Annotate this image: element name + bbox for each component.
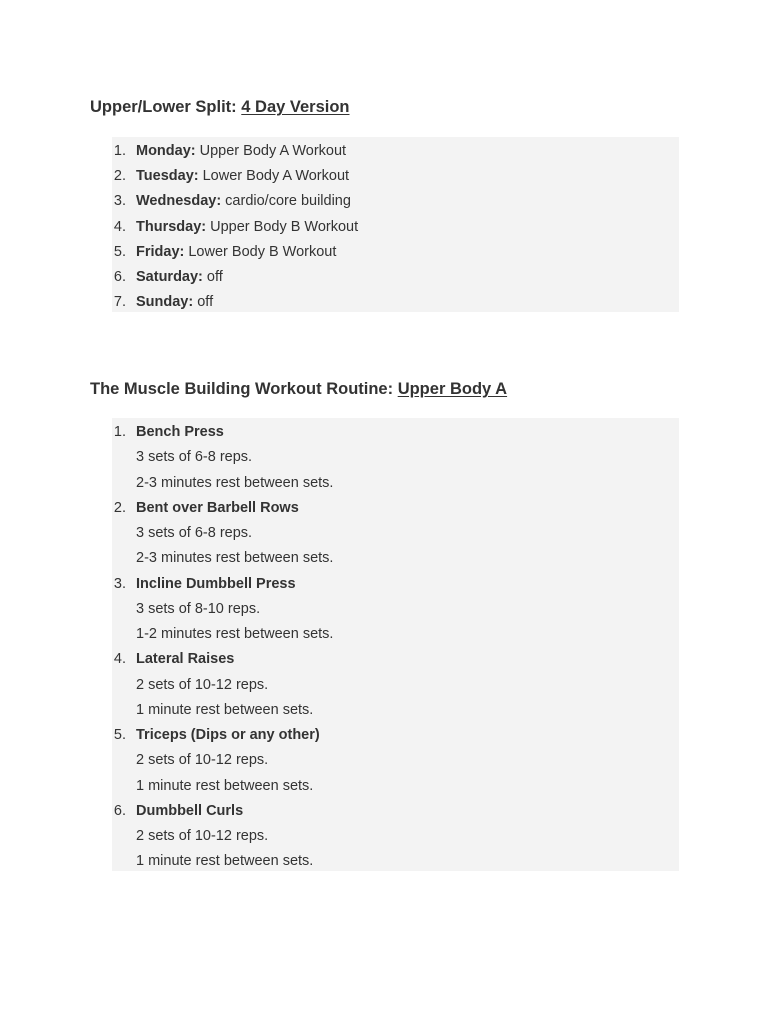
exercise-sets: 3 sets of 8-10 reps. (136, 600, 261, 617)
exercise-name: Bench Press (136, 424, 224, 440)
exercise-name: Incline Dumbbell Press (136, 575, 296, 592)
list-item (112, 240, 679, 265)
day-plan: Upper Body B Workout (206, 218, 359, 235)
list-number: 1. (113, 424, 126, 440)
exercise-name: Dumbbell Curls (136, 802, 244, 819)
day-plan: Upper Body A Workout (195, 143, 347, 159)
list-item (112, 139, 679, 164)
exercise-sets: 2 sets of 10-12 reps. (136, 828, 269, 844)
exercise-rest: 1-2 minutes rest between sets. (136, 626, 334, 642)
list-item (112, 290, 679, 315)
exercise-rest: 1 minute rest between sets. (136, 701, 314, 718)
list-item (112, 189, 679, 214)
list-number: 2. (113, 499, 126, 516)
exercise-list (112, 418, 679, 871)
exercise-item (112, 723, 679, 799)
exercise-rest: 1 minute rest between sets. (136, 777, 314, 794)
list-number: 5. (113, 727, 126, 743)
exercise-item (112, 799, 679, 875)
list-number: 5. (113, 243, 126, 260)
split-heading (90, 97, 350, 117)
exercise-item (112, 420, 679, 496)
day-label: Saturday: (136, 268, 203, 285)
exercise-item (112, 572, 679, 648)
weekly-schedule-list (112, 137, 679, 312)
exercise-item (112, 496, 679, 572)
list-number: 1. (113, 143, 126, 159)
list-number: 4. (113, 218, 126, 235)
upper-body-a-link[interactable]: Upper Body A (397, 380, 508, 398)
day-label: Thursday: (136, 218, 207, 235)
four-day-version-link[interactable]: 4 Day Version (241, 98, 350, 116)
routine-heading (90, 379, 507, 399)
exercise-rest: 2-3 minutes rest between sets. (136, 474, 334, 491)
routine-heading-text: The Muscle Building Workout Routine: (90, 380, 398, 398)
exercise-sets: 3 sets of 6-8 reps. (136, 449, 253, 466)
day-label: Tuesday: (136, 168, 199, 185)
list-number: 6. (113, 802, 126, 819)
exercise-name: Lateral Raises (136, 651, 235, 668)
list-number: 6. (113, 268, 126, 285)
exercise-sets: 3 sets of 6-8 reps. (136, 525, 253, 541)
list-number: 2. (113, 168, 126, 185)
exercise-item (112, 647, 679, 723)
day-label: Wednesday: (136, 193, 222, 210)
day-label: Friday: (136, 243, 185, 260)
exercise-sets: 2 sets of 10-12 reps. (136, 752, 269, 769)
exercise-rest: 2-3 minutes rest between sets. (136, 550, 334, 567)
day-plan: cardio/core building (221, 193, 351, 210)
day-label: Sunday: (136, 294, 194, 311)
list-number: 4. (113, 651, 126, 668)
exercise-name: Triceps (Dips or any other) (136, 727, 320, 743)
list-number: 7. (113, 294, 126, 311)
day-plan: Lower Body A Workout (198, 168, 350, 185)
list-item (112, 215, 679, 240)
day-label: Monday: (136, 143, 196, 159)
exercise-sets: 2 sets of 10-12 reps. (136, 676, 269, 693)
split-heading-text: Upper/Lower Split: (90, 98, 242, 116)
list-number: 3. (113, 193, 126, 210)
list-number: 3. (113, 575, 126, 592)
exercise-rest: 1 minute rest between sets. (136, 853, 314, 870)
day-plan: off (202, 268, 223, 285)
exercise-name: Bent over Barbell Rows (136, 499, 299, 516)
day-plan: Lower Body B Workout (184, 243, 337, 260)
day-plan: off (193, 294, 214, 311)
list-item (112, 265, 679, 290)
list-item (112, 164, 679, 189)
